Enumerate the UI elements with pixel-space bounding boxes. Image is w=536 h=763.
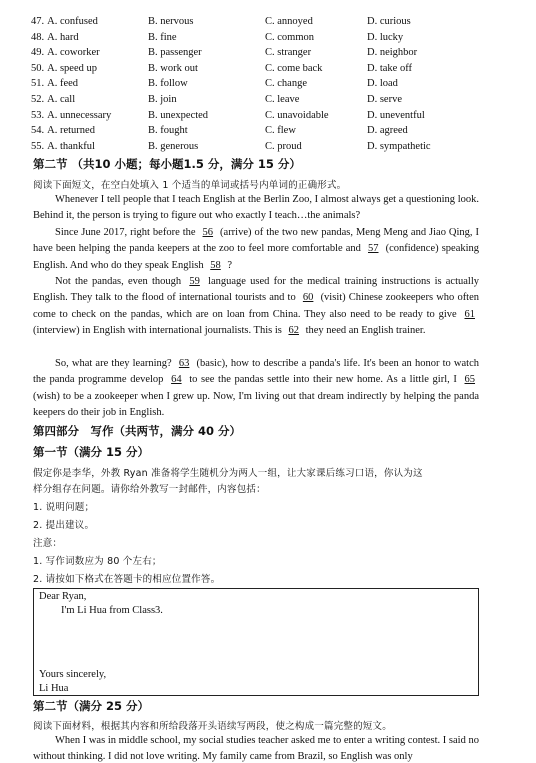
- question-number: 50.: [31, 62, 45, 74]
- option-row: [31, 108, 531, 123]
- option-a-label: A. feed: [47, 78, 79, 90]
- option-c[interactable]: C. stranger: [265, 47, 312, 59]
- blank-60[interactable]: 60: [302, 292, 314, 304]
- blank-63[interactable]: 63: [178, 358, 190, 369]
- note-label: 注意：: [33, 538, 63, 549]
- passage-paragraph-1: [33, 192, 479, 225]
- option-c[interactable]: C. come back: [265, 62, 323, 74]
- option-row: [31, 61, 531, 76]
- section2-instruction: 阅读下面短文，在空白处填入 1 个适当的单词或括号内单词的正确形式。: [33, 180, 347, 191]
- passage-paragraph-3: [33, 274, 479, 339]
- p3-text-b: language used for the medical training instructions is actually English. They talk to the flood of international tourists and to: [33, 276, 480, 304]
- option-row: [31, 92, 531, 107]
- option-a[interactable]: [31, 45, 100, 60]
- option-row: [31, 76, 531, 91]
- blank-57[interactable]: 57: [368, 243, 379, 255]
- question-number: 55.: [31, 140, 45, 152]
- letter-closing: Yours sincerely,: [39, 669, 107, 680]
- question-number: 48.: [31, 31, 45, 43]
- option-c[interactable]: C. unavoidable: [265, 109, 329, 121]
- p2-text-a: Since June 2017, right before the: [55, 227, 196, 238]
- option-a-label: A. thankful: [47, 140, 95, 152]
- question-number: 54.: [31, 125, 45, 137]
- p4-text-a: So, what are they learning?: [55, 358, 172, 369]
- section1-instruction-line1: 假定你是李华，外教 Ryan 准备将学生随机分为两人一组，让大家课后练习口语，你认为这: [33, 468, 423, 479]
- p1-text: Whenever I tell people that I teach English at the Berlin Zoo, I almost always get a questioning look. Behind it, the person is trying to figure out who exactly I teach…the animals?: [33, 194, 479, 222]
- option-b[interactable]: B. fought: [148, 125, 188, 137]
- letter-signature: Li Hua: [39, 683, 69, 694]
- question-number: 49.: [31, 47, 45, 59]
- passage-paragraph-4: [33, 356, 479, 421]
- option-row: [31, 30, 531, 45]
- letter-answer-box[interactable]: [33, 588, 479, 696]
- blank-64[interactable]: 64: [171, 374, 182, 386]
- option-row: [31, 139, 531, 154]
- option-d[interactable]: D. lucky: [367, 31, 404, 43]
- option-b[interactable]: B. passenger: [148, 47, 202, 59]
- letter-intro: I'm Li Hua from Class3.: [61, 605, 163, 616]
- p2-text-b: (arrive) of the two new pandas, Meng Meng and Jiao Qing, I have been helping the panda keepers at the zoo to feel more comfortable and: [33, 227, 480, 255]
- blank-62[interactable]: 62: [288, 324, 299, 336]
- option-c[interactable]: C. annoyed: [265, 16, 313, 27]
- p4-text-d: (wish) to be a zookeeper when I grew up. Now, I'm living out that dream indirectly by helping the panda keepers do their job in English.: [33, 390, 479, 418]
- p3-text-e: they need an English trainer.: [305, 324, 426, 336]
- blank-59[interactable]: 59: [189, 276, 200, 287]
- question-number: 52.: [31, 94, 45, 105]
- option-d[interactable]: D. take off: [367, 62, 412, 74]
- option-a[interactable]: [31, 108, 111, 123]
- part4-section1-heading: 第一节（满分 15 分）: [33, 445, 150, 459]
- option-a-label: A. speed up: [47, 62, 97, 74]
- question-number: 47.: [31, 16, 45, 27]
- option-a-label: A. coworker: [47, 47, 100, 59]
- option-b[interactable]: B. join: [148, 94, 177, 105]
- option-c[interactable]: C. common: [265, 31, 314, 43]
- section1-instruction-line2: 样分组存在问题。请你给外教写一封邮件，内容包括：: [33, 484, 266, 495]
- note-1: 1. 写作词数应为 80 个左右；: [33, 556, 162, 567]
- blank-56[interactable]: 56: [202, 227, 214, 238]
- option-d[interactable]: D. serve: [367, 94, 402, 105]
- p3-text-d: (interview) in English with international journalists. This is: [33, 324, 282, 336]
- option-a[interactable]: [31, 30, 79, 45]
- option-a[interactable]: [31, 76, 78, 91]
- option-d[interactable]: D. neighbor: [367, 47, 418, 59]
- p2-text-c: (confidence) speaking English. And who do they speak English: [33, 243, 480, 271]
- option-a[interactable]: [31, 14, 98, 29]
- blank-61[interactable]: 61: [464, 308, 475, 320]
- option-b[interactable]: B. nervous: [148, 16, 194, 27]
- question-number: 53.: [31, 109, 45, 121]
- option-row: [31, 14, 531, 29]
- writing-material-paragraph: [33, 733, 479, 763]
- option-a-label: A. returned: [47, 125, 95, 137]
- blank-65[interactable]: 65: [464, 374, 476, 386]
- part4-section2-heading: 第二节（满分 25 分）: [33, 699, 150, 713]
- p4-text-c: to see the pandas settle into their new home. As a little girl, I: [189, 374, 457, 386]
- p2-text-d: ?: [227, 259, 233, 271]
- option-b[interactable]: B. generous: [148, 140, 199, 152]
- option-a[interactable]: [31, 61, 97, 76]
- question-number: 51.: [31, 78, 45, 90]
- letter-greeting: Dear Ryan,: [39, 591, 87, 602]
- option-d[interactable]: D. uneventful: [367, 109, 425, 121]
- option-d[interactable]: D. load: [367, 78, 398, 90]
- p3-text-c: (visit) Chinese zookeepers who often come to check on the pandas, which are on loan from China. They also need to be ready to give: [33, 292, 480, 320]
- passage-paragraph-2: [33, 225, 479, 274]
- option-a-label: A. confused: [47, 16, 98, 27]
- note-2: 2. 请按如下格式在答题卡的相应位置作答。: [33, 574, 221, 585]
- option-b[interactable]: B. fine: [148, 31, 177, 43]
- option-a[interactable]: [31, 139, 95, 154]
- option-d[interactable]: D. agreed: [367, 125, 408, 137]
- writing-material-text: When I was in middle school, my social studies teacher asked me to enter a writing contest. I said no without thinking. I did not love writing. My family came from Brazil, so English was only: [33, 735, 479, 763]
- option-a-label: A. hard: [47, 31, 79, 43]
- option-row: [31, 45, 531, 60]
- option-a-label: A. unnecessary: [47, 109, 112, 121]
- option-a[interactable]: [31, 123, 95, 138]
- option-a-label: A. call: [47, 94, 76, 105]
- option-d[interactable]: D. curious: [367, 16, 411, 27]
- option-c[interactable]: C. change: [265, 78, 307, 90]
- option-c[interactable]: C. leave: [265, 94, 300, 105]
- option-b[interactable]: B. follow: [148, 78, 188, 90]
- option-b[interactable]: B. work out: [148, 62, 198, 74]
- option-b[interactable]: B. unexpected: [148, 109, 209, 121]
- option-c[interactable]: C. proud: [265, 140, 302, 152]
- p4-text-b: (basic), how to describe a panda's life. It's been an honor to watch the panda programme develop: [33, 358, 480, 386]
- p3-text-a: Not the pandas, even though: [55, 276, 182, 287]
- content-point-1: 1. 说明问题；: [33, 502, 95, 513]
- section2-writing-instruction: 阅读下面材料，根据其内容和所给段落开头语续写两段，使之构成一篇完整的短文。: [33, 721, 392, 732]
- option-row: [31, 123, 531, 138]
- option-d[interactable]: D. sympathetic: [367, 140, 431, 152]
- option-c[interactable]: C. flew: [265, 125, 296, 137]
- content-point-2: 2. 提出建议。: [33, 520, 95, 531]
- blank-58[interactable]: 58: [210, 259, 221, 271]
- part4-heading: 第四部分 写作（共两节，满分 40 分）: [33, 424, 242, 438]
- option-a[interactable]: [31, 92, 75, 107]
- section2-heading: 第二节 （共10 小题；每小题1.5 分，满分 15 分）: [33, 157, 301, 171]
